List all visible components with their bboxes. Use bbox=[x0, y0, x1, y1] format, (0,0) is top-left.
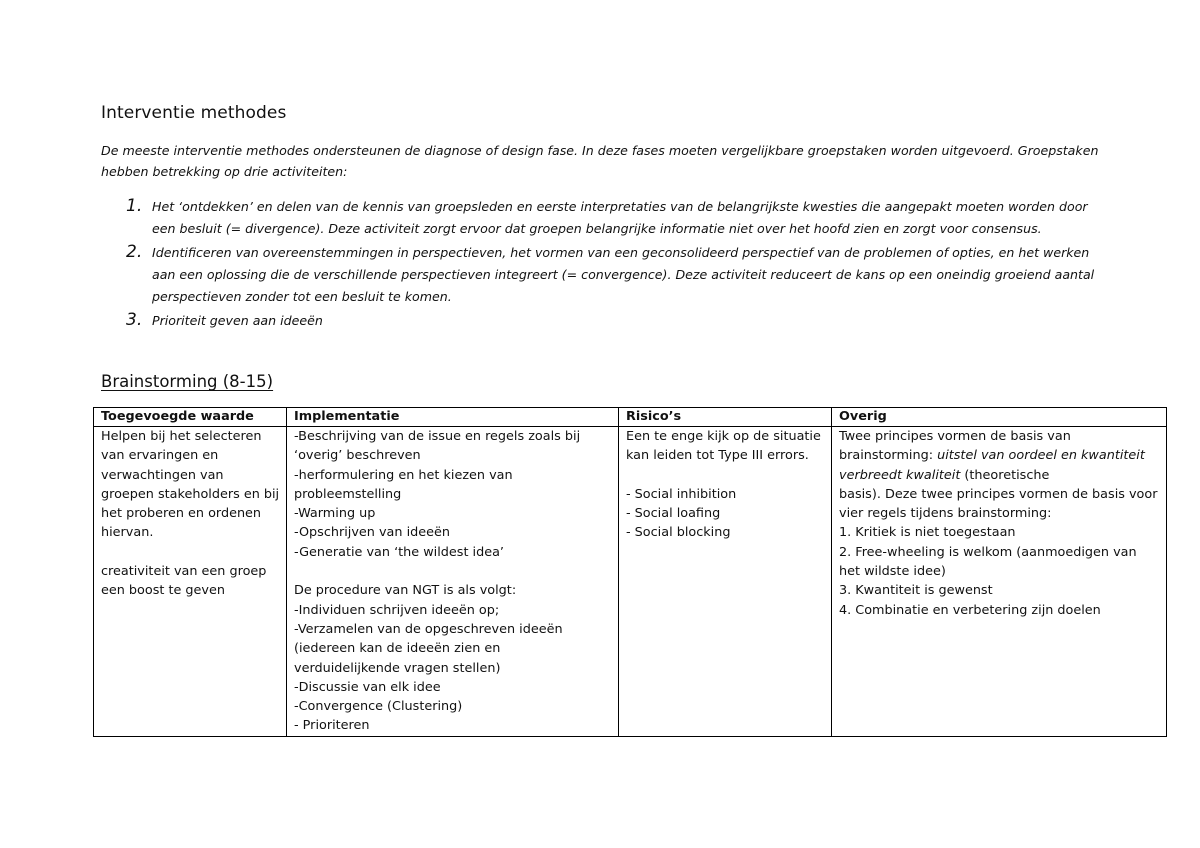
activity-line: een besluit (= divergence). Deze activiteit zorgt ervoor dat groepen belangrijke informatie niet over het hoofd zien en zorgt voor consensus. bbox=[152, 221, 1042, 236]
cell-line: - Prioriteren bbox=[294, 718, 370, 734]
header-implementatie: Implementatie bbox=[287, 408, 619, 427]
cell-line: hiervan. bbox=[101, 525, 154, 541]
cell-line: 4. Combinatie en verbetering zijn doelen bbox=[839, 602, 1101, 618]
cell-line: vier regels tijdens brainstorming: bbox=[839, 506, 1052, 522]
cell-line bbox=[839, 446, 1161, 465]
cell-line: -Individuen schrijven ideeën op; bbox=[294, 602, 500, 618]
activity-line: aan een oplossing die de verschillende perspectieven integreert (= convergence). Deze activiteit reduceert de kans op een oneindig groeiend aantal bbox=[152, 267, 1095, 282]
cell-line: Twee principes vormen de basis van bbox=[839, 429, 1071, 444]
cell-line: het proberen en ordenen bbox=[101, 506, 262, 522]
cell-line: kan leiden tot Type III errors. bbox=[626, 448, 809, 464]
cell-line: 1. Kritiek is niet toegestaan bbox=[839, 525, 1016, 541]
activity-line: Prioriteit geven aan ideeën bbox=[152, 313, 323, 328]
cell-line: - Social inhibition bbox=[626, 486, 737, 502]
blank-line bbox=[626, 466, 826, 485]
cell-line: verwachtingen van bbox=[101, 467, 224, 483]
italic-text-run: verbreedt kwaliteit bbox=[839, 467, 961, 483]
cell-line: het wildste idee) bbox=[839, 564, 946, 580]
cell-line bbox=[839, 466, 1161, 485]
list-number: 1. bbox=[126, 196, 143, 216]
cell-line: verduidelijkende vragen stellen) bbox=[294, 660, 501, 676]
cell-line: groepen stakeholders en bij bbox=[101, 486, 280, 502]
cell-line: -herformulering en het kiezen van bbox=[294, 467, 513, 483]
cell-overig bbox=[832, 427, 1167, 737]
cell-line: ‘overig’ beschreven bbox=[294, 448, 421, 464]
cell-line: -Convergence (Clustering) bbox=[294, 699, 463, 715]
header-risicos: Risico’s bbox=[619, 408, 832, 427]
cell-risicos bbox=[619, 427, 832, 737]
text-run: brainstorming: bbox=[839, 448, 938, 464]
intro-line: hebben betrekking op drie activiteiten: bbox=[101, 164, 348, 179]
blank-line bbox=[101, 543, 281, 562]
activity-line: Het ‘ontdekken’ en delen van de kennis van groepsleden en eerste interpretaties van de belangrijkste kwesties die aangepakt moeten worden door bbox=[152, 199, 1088, 214]
activities-list bbox=[101, 196, 1101, 334]
cell-line: -Beschrijving van de issue en regels zoals bij bbox=[294, 429, 581, 444]
cell-line: -Opschrijven van ideeën bbox=[294, 525, 450, 541]
brainstorming-table bbox=[93, 407, 1167, 737]
cell-line: 3. Kwantiteit is gewenst bbox=[839, 583, 993, 599]
header-overig: Overig bbox=[832, 408, 1167, 427]
header-toegevoegde-waarde: Toegevoegde waarde bbox=[94, 408, 287, 427]
cell-implementatie bbox=[287, 427, 619, 737]
text-run: (theoretische bbox=[960, 467, 1050, 483]
cell-line: -Discussie van elk idee bbox=[294, 679, 441, 695]
blank-line bbox=[294, 562, 613, 581]
cell-line: - Social blocking bbox=[626, 525, 731, 541]
cell-line: creativiteit van een groep bbox=[101, 564, 267, 580]
activity-item bbox=[101, 196, 1101, 240]
list-number: 3. bbox=[126, 310, 143, 330]
table-header-row bbox=[94, 408, 1167, 427]
activity-item bbox=[101, 242, 1101, 308]
cell-line: -Generatie van ‘the wildest idea’ bbox=[294, 544, 504, 560]
list-number: 2. bbox=[126, 242, 143, 262]
cell-line: een boost te geven bbox=[101, 583, 225, 599]
activity-item bbox=[101, 310, 1101, 332]
cell-line: van ervaringen en bbox=[101, 448, 219, 464]
cell-line: - Social loafing bbox=[626, 506, 721, 522]
cell-line: Helpen bij het selecteren bbox=[101, 429, 262, 444]
cell-line: Een te enge kijk op de situatie bbox=[626, 429, 821, 444]
page-title: Interventie methodes bbox=[101, 103, 287, 123]
cell-line: De procedure van NGT is als volgt: bbox=[294, 583, 517, 599]
activity-line: Identificeren van overeenstemmingen in perspectieven, het vormen van een geconsolideerd perspectief van de problemen of opties, en het werken bbox=[152, 245, 1090, 260]
cell-toegevoegde-waarde bbox=[94, 427, 287, 737]
section-title: Brainstorming (8-15) bbox=[101, 372, 274, 391]
intro-paragraph bbox=[101, 140, 1101, 182]
cell-line: -Verzamelen van de opgeschreven ideeën bbox=[294, 621, 563, 637]
cell-line: -Warming up bbox=[294, 506, 376, 522]
cell-line: basis). Deze twee principes vormen de basis voor bbox=[839, 486, 1158, 502]
italic-text-run: uitstel van oordeel en kwantiteit bbox=[937, 448, 1145, 464]
cell-line: 2. Free-wheeling is welkom (aanmoedigen van bbox=[839, 544, 1137, 560]
cell-line: probleemstelling bbox=[294, 486, 402, 502]
cell-line: (iedereen kan de ideeën zien en bbox=[294, 641, 501, 657]
table-row bbox=[94, 427, 1167, 737]
activity-line: perspectieven zonder tot een besluit te komen. bbox=[152, 289, 452, 304]
intro-line: De meeste interventie methodes ondersteunen de diagnose of design fase. In deze fases moeten vergelijkbare groepstaken worden uitgevoerd. Groepstaken bbox=[101, 143, 1099, 158]
